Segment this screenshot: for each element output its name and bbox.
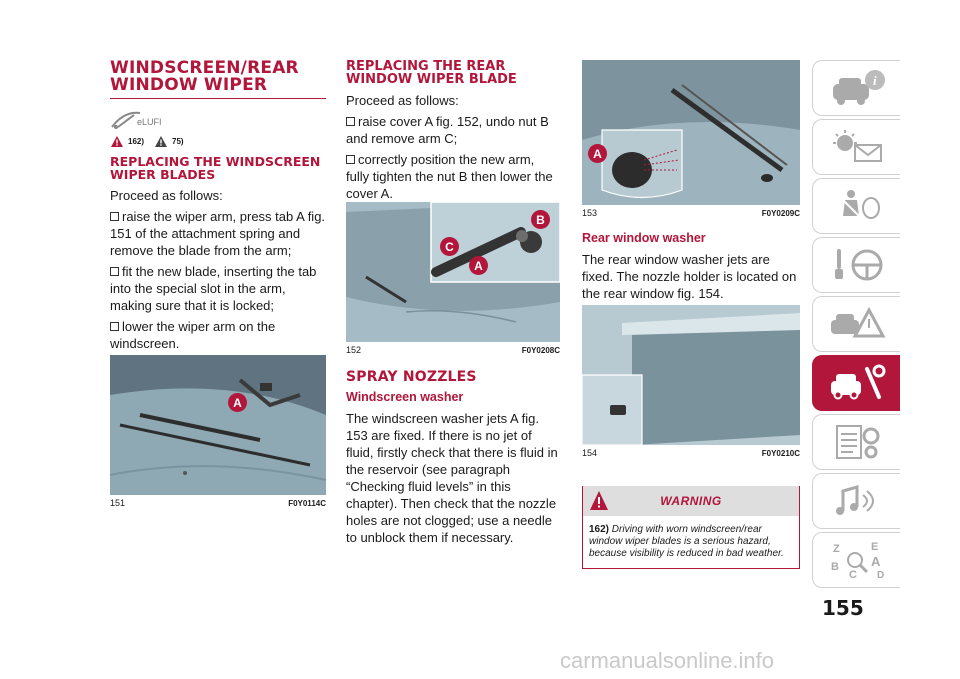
svg-text:i: i [872,73,877,88]
paragraph: The windscreen washer jets A fig. 153 are fixed. If there is no jet of fluid, firstly check that there is fluid in the reservoir (see paragraph “Checking fluid levels” in this chapter). Then check that the nozzle holes are not clogged; use a needle to unblock them if necessary. [346,411,558,545]
rear-washer-section [582,230,800,302]
svg-text:Z: Z [832,543,840,555]
figure-code: F0Y0209C [761,208,800,218]
safety-icon [827,186,887,226]
figure-caption [110,495,326,508]
watermark: carmanualsonline.info [560,648,775,673]
page-title: WINDSCREEN/REAR WINDOW WIPER [110,60,326,99]
warning-text: Driving with worn windscreen/rear window wiper blades is a serious hazard, because visibility is reduced in bad weather. [589,524,784,559]
index-icon [827,540,887,580]
svg-text:eLUFI: eLUFI [137,117,162,127]
warning-title: WARNING [660,494,722,508]
tab-emergency[interactable] [812,296,900,352]
windscreen-washer-illustration [582,60,800,205]
rear-wiper-illustration [346,202,560,342]
car-info-icon [827,68,887,108]
svg-text:D: D [876,570,884,581]
tab-multimedia[interactable] [812,473,900,529]
figure-image [582,60,800,205]
tab-starting-driving[interactable] [812,237,900,293]
warning-lights-icon [827,127,887,167]
intro-text: Proceed as follows: [346,93,459,108]
callout-b: B [531,210,550,229]
icon-row [110,107,326,141]
tab-index[interactable] [812,532,900,588]
page-number: 155 [822,596,864,620]
chapter-tabs [812,60,900,591]
windscreen-wiper-illustration [110,355,326,495]
section-heading: REPLACING THE WINDSCREEN WIPER BLADES [110,154,321,182]
warning-box [582,486,800,569]
tab-warning-lights[interactable] [812,119,900,175]
column-middle [346,60,560,202]
spray-nozzles-section [346,370,560,546]
list-item: raise cover A fig. 152, undo nut B and remove arm C; [346,114,549,146]
warning-body [583,516,799,568]
list-item: fit the new blade, inserting the tab into the special slot in the arm, making sure that it is locked; [110,264,317,313]
starting-driving-icon [827,245,887,285]
figure-code: F0Y0114C [288,498,326,508]
checkbox-bullet-icon [110,267,119,276]
warning-triangle-icon [589,490,609,512]
figure-code: F0Y0208C [521,345,560,355]
figure-152 [346,202,560,355]
rear-window-washer-illustration [582,305,800,445]
multimedia-icon [827,481,887,521]
wiper-symbol-icon [110,109,162,131]
figure-154 [582,305,800,458]
warning-ref: 162) [128,137,145,146]
svg-text:E: E [870,541,878,553]
callout-c: C [440,237,459,256]
checkbox-bullet-icon [110,322,119,331]
maintenance-icon [827,363,887,403]
tab-safety[interactable] [812,178,900,234]
tab-maintenance[interactable] [812,355,900,411]
checkbox-bullet-icon [346,155,355,164]
figure-number: 154 [582,448,598,458]
tab-car-info[interactable] [812,60,900,116]
figure-caption [582,445,800,458]
list-item: lower the wiper arm on the windscreen. [110,319,276,351]
svg-text:C: C [848,569,857,581]
figure-caption [346,342,560,355]
section-title: SPRAY NOZZLES [346,369,477,385]
figure-153 [582,60,800,218]
figure-151 [110,355,326,508]
column-left [110,60,326,352]
figure-image [346,202,560,342]
intro-text: Proceed as follows: [110,188,223,203]
technical-data-icon [827,422,887,462]
callout-a: A [228,393,247,412]
checkbox-bullet-icon [110,212,119,221]
list-item: raise the wiper arm, press tab A fig. 151 of the attachment spring and remove the blade from the arm; [110,209,326,258]
figure-image [582,305,800,445]
section-heading: REPLACING THE REAR WINDOW WIPER BLADE [346,59,517,87]
figure-number: 153 [582,208,598,218]
figure-image [110,355,326,495]
caution-ref: 75) [172,137,184,146]
callout-a: A [588,144,607,163]
paragraph: The rear window washer jets are fixed. The nozzle holder is located on the rear window fig. 154. [582,252,797,301]
figure-code: F0Y0210C [761,448,800,458]
callout-a: A [469,256,488,275]
svg-text:A: A [870,554,880,569]
tab-technical-data[interactable] [812,414,900,470]
sub-heading: Windscreen washer [346,390,464,404]
checkbox-bullet-icon [346,117,355,126]
sub-heading: Rear window washer [582,231,706,245]
list-item: correctly position the new arm, fully tighten the nut B then lower the cover A. [346,152,553,201]
emergency-icon [827,304,887,344]
figure-caption [582,205,800,218]
svg-text:B: B [830,561,839,573]
warning-ref: 162) [589,524,610,535]
figure-number: 152 [346,345,362,355]
figure-number: 151 [110,498,126,508]
warning-header [583,486,799,516]
